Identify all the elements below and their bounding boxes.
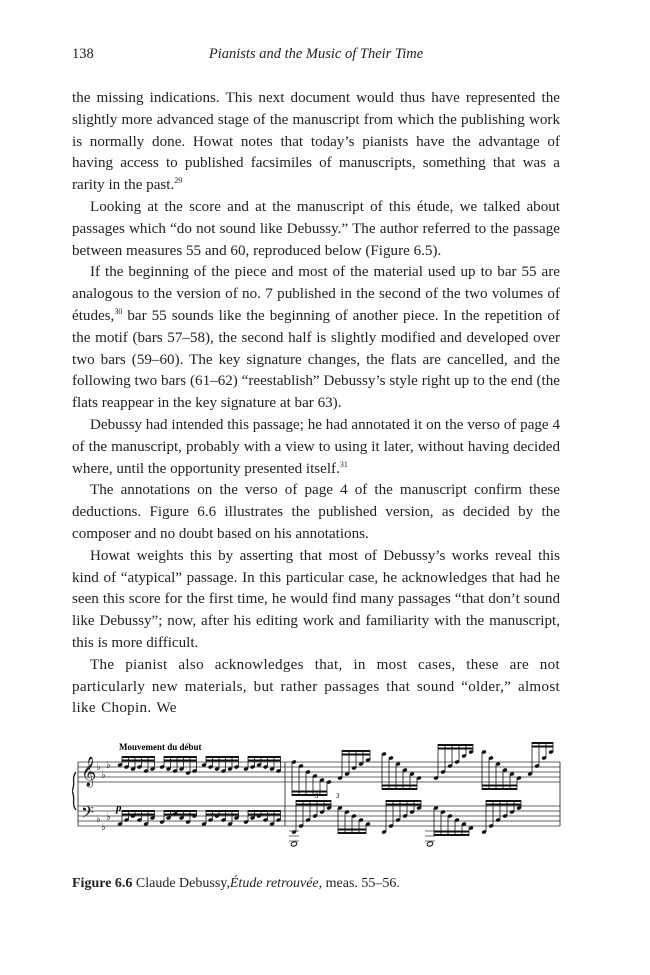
beam bbox=[532, 742, 553, 744]
page-number: 138 bbox=[72, 46, 94, 62]
beam bbox=[482, 788, 517, 790]
paragraph-text: The pianist also acknowledges that, in most cases, these are not particularly new materials, but rather passages that sound “older,” almost like Chopin. We bbox=[72, 656, 560, 717]
note-head bbox=[290, 841, 297, 847]
beam bbox=[438, 744, 473, 746]
beam bbox=[122, 810, 155, 812]
paragraph bbox=[72, 415, 560, 480]
running-header bbox=[72, 46, 560, 66]
paragraph-text: Debussy had intended this passage; he had annotated it on the verso of page 4 of the manuscript, probably with a view to using it later, without having decided where, until the opportunity presented itself. bbox=[72, 416, 560, 477]
footnote-ref: 29 bbox=[174, 176, 183, 186]
figure-caption bbox=[72, 876, 562, 892]
beam bbox=[296, 800, 331, 802]
beam bbox=[338, 829, 366, 831]
music-score-figure bbox=[72, 738, 562, 858]
paragraph-text: bar 55 sounds like the beginning of another piece. In the repetition of the motif (bars 57–58), the second half is slightly modified and developed over two bars (59–60). The key signature changes, the flats are cancelled, and the following two bars (61–62) “reestablish” Debussy’s style right up to the end (the flats reappear in the key signature at bar 63). bbox=[72, 307, 560, 412]
beam bbox=[292, 794, 327, 796]
beam bbox=[122, 760, 155, 762]
caption-composer: Claude Debussy, bbox=[135, 876, 230, 891]
footnote-ref: 30 bbox=[114, 306, 123, 316]
beam bbox=[532, 746, 553, 748]
beam bbox=[338, 832, 366, 834]
body-text bbox=[72, 88, 560, 720]
figure-label: Figure 6.6 bbox=[72, 876, 133, 891]
beam bbox=[342, 754, 370, 756]
footnote-ref: 31 bbox=[339, 459, 348, 469]
beam bbox=[164, 760, 197, 762]
flat-icon: ♭ bbox=[101, 770, 106, 781]
beam bbox=[292, 791, 327, 793]
tempo-marking: Mouvement du début bbox=[119, 742, 202, 752]
beam bbox=[206, 756, 239, 758]
beam bbox=[164, 814, 197, 816]
beam bbox=[382, 785, 417, 787]
beam bbox=[386, 804, 421, 806]
beam bbox=[122, 756, 155, 758]
beam bbox=[438, 748, 473, 750]
paragraph-text: The annotations on the verso of page 4 of the manuscript confirm these deductions. Figure 6.6 illustrates the published version, as decided by the composer and no doubt based on his annotations. bbox=[72, 482, 560, 542]
running-title: Pianists and the Music of Their Time bbox=[208, 46, 424, 62]
beam bbox=[164, 810, 197, 812]
flat-icon: ♭ bbox=[106, 812, 111, 823]
paragraph-text: If the beginning of the piece and most of the material used up to bar 55 are analogous to the version of no. 7 published in the second of the two volumes of études, bbox=[72, 264, 560, 324]
beam bbox=[486, 800, 521, 802]
beam bbox=[434, 831, 469, 833]
paragraph bbox=[72, 480, 560, 545]
beam bbox=[248, 814, 281, 816]
beam bbox=[122, 814, 155, 816]
paragraph-text: Looking at the score and at the manuscript of this étude, we talked about passages which “do not sound like Debussy.” The author referred to the passage between measures 55 and 60, reproduced below (Figure 6.5). bbox=[72, 198, 560, 259]
caption-work-title: Étude retrouvée bbox=[229, 876, 319, 891]
beam bbox=[206, 760, 239, 762]
paragraph-text: Howat weights this by asserting that most of Debussy’s works reveal this kind of “atypical” passage. In this particular case, he acknowledges that had he seen this score for the first time, he would find many passages “that don’t sound like Debussy”; now, after his editing work and familiarity with the manuscript, this is more difficult. bbox=[72, 547, 560, 651]
dynamic-marking: p bbox=[116, 802, 122, 814]
brace bbox=[72, 772, 76, 810]
note-head bbox=[426, 841, 433, 847]
paragraph bbox=[72, 655, 560, 720]
beam bbox=[386, 800, 421, 802]
beam bbox=[382, 788, 417, 790]
flat-icon: ♭ bbox=[101, 822, 106, 833]
paragraph-text: the missing indications. This next document would thus have represented the slightly more advanced stage of the manuscript from which the publishing work is normally done. Howat notes that today’s pianists have the advantage of having access to published facsimiles of manuscripts, something that was a rarity in the past. bbox=[72, 90, 560, 194]
beam bbox=[342, 750, 370, 752]
caption-rest: , meas. 55–56. bbox=[318, 876, 400, 891]
beam bbox=[206, 814, 239, 816]
beam bbox=[248, 760, 281, 762]
beam bbox=[486, 804, 521, 806]
paragraph bbox=[72, 546, 560, 655]
paragraph bbox=[72, 262, 560, 415]
bass-clef-icon: 𝄢 bbox=[81, 802, 94, 826]
beam bbox=[482, 785, 517, 787]
music-score bbox=[72, 738, 562, 858]
beam bbox=[248, 810, 281, 812]
beam bbox=[434, 834, 469, 836]
flat-icon: ♭ bbox=[106, 760, 111, 771]
paragraph bbox=[72, 88, 560, 197]
beam bbox=[248, 756, 281, 758]
paragraph bbox=[72, 197, 560, 262]
beam bbox=[296, 804, 331, 806]
bass-staff bbox=[78, 802, 560, 833]
treble-clef-icon: 𝄞 bbox=[81, 757, 97, 787]
tuplet-mark: 3 bbox=[336, 792, 340, 800]
flat-icon: ♭ bbox=[96, 814, 101, 825]
beam bbox=[206, 810, 239, 812]
flat-icon: ♭ bbox=[96, 762, 101, 773]
beam bbox=[164, 756, 197, 758]
